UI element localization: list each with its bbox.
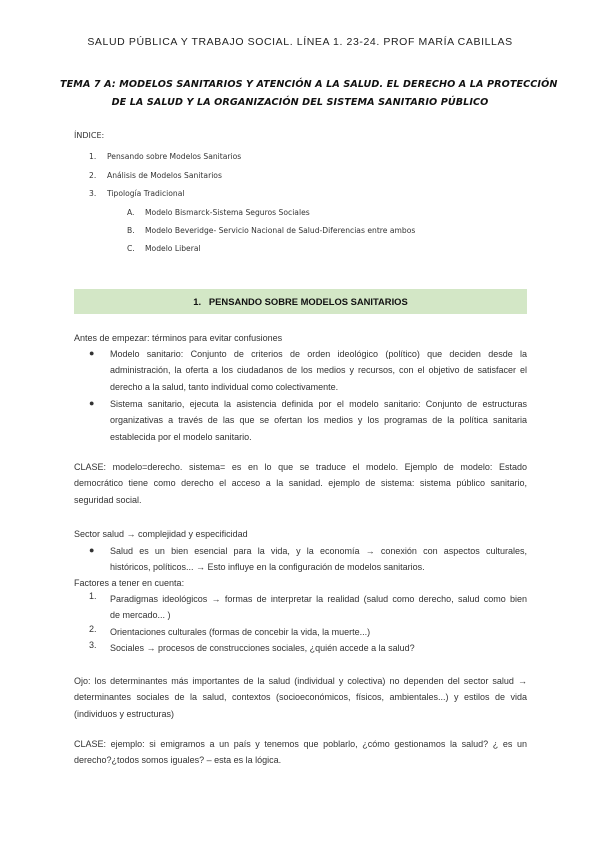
title-line-1: TEMA 7 A: MODELOS SANITARIOS Y ATENCIÓN A LA SALUD. EL DERECHO A LA PROTECCIÓN bbox=[60, 79, 558, 90]
toc-item: 1. Pensando sobre Modelos Sanitarios bbox=[89, 152, 242, 161]
title-line-2: DE LA SALUD Y LA ORGANIZACIÓN DEL SISTEMA SANITARIO PÚBLICO bbox=[111, 97, 489, 108]
sector-salud-line: Sector salud → complejidad y especificidad bbox=[74, 529, 248, 539]
page-header: SALUD PÚBLICA Y TRABAJO SOCIAL. LÍNEA 1. 23-24. PROF MARÍA CABILLAS bbox=[87, 36, 513, 48]
toc-item: 3. Tipología Tradicional bbox=[89, 189, 185, 198]
section-heading-bar bbox=[74, 289, 527, 314]
intro-paragraph: Antes de empezar: términos para evitar confusiones bbox=[74, 333, 283, 343]
bullet-sistema-sanitario: Sistema sanitario, ejecuta la asistencia definida por el modelo sanitario: Conjunto de estructuras organizativas a través de las que se ofertan los medios y los programas de la política sanitaria establecida por el modelo sanitario. bbox=[110, 399, 527, 442]
bullet-modelo-sanitario: Modelo sanitario: Conjunto de criterios de orden ideológico (político) que deciden desde la administración, la oferta a los ciudadanos de los medios y recursos, con el objetivo de satisfacer el derecho a la salud, tanto individual como colectivamente. bbox=[110, 349, 527, 392]
bullet-salud-bien-esencial: Salud es un bien esencial para la vida, y la economía → conexión con aspectos culturales, históricos, políticos... → Esto influye en la configuración de modelos sanitarios. bbox=[110, 546, 527, 573]
bullet-marker: ● bbox=[89, 348, 95, 358]
toc-subitem: B. Modelo Beveridge- Servicio Nacional de Salud-Diferencias entre ambos bbox=[127, 226, 416, 235]
numbered-marker: 1. bbox=[89, 591, 97, 601]
index-label: ÍNDICE: bbox=[74, 131, 105, 140]
numbered-marker: 3. bbox=[89, 640, 97, 650]
numbered-item-orientaciones: Orientaciones culturales (formas de concebir la vida, la muerte...) bbox=[110, 627, 371, 637]
numbered-item-paradigmas: Paradigmas ideológicos → formas de interpretar la realidad (salud como derecho, salud como bien de mercado... ) bbox=[110, 594, 527, 621]
bullet-marker: ● bbox=[89, 545, 95, 555]
ojo-paragraph: Ojo: los determinantes más importantes de la salud (individual y colectiva) no dependen del sector salud → determinantes sociales de la salud, contextos (socioeconómicos, físicos, ambientales...) y estilos de vida (individuos y estructuras) bbox=[74, 676, 527, 719]
bullet-marker: ● bbox=[89, 398, 95, 408]
numbered-item-sociales: Sociales → procesos de construcciones sociales, ¿quién accede a la salud? bbox=[110, 643, 415, 653]
factores-label: Factores a tener en cuenta: bbox=[74, 578, 185, 588]
toc-subitem: A. Modelo Bismarck-Sistema Seguros Sociales bbox=[127, 208, 310, 217]
toc-item: 2. Análisis de Modelos Sanitarios bbox=[89, 171, 222, 180]
clase-paragraph-1: CLASE: modelo=derecho. sistema= es en lo que se traduce el modelo. Ejemplo de modelo: Estado democrático tiene como derecho el acceso a la sanidad. ejemplo de sistema: sistema público sanitario, seguridad social. bbox=[74, 462, 527, 505]
clase-paragraph-2: CLASE: ejemplo: si emigramos a un país y tenemos que poblarlo, ¿cómo gestionamos la salud? ¿ es un derecho?¿todos somos iguales? – esta es la lógica. bbox=[74, 739, 527, 766]
section-heading: 1. PENSANDO SOBRE MODELOS SANITARIOS bbox=[193, 296, 408, 307]
page-title bbox=[60, 76, 558, 112]
toc-subitem: C. Modelo Liberal bbox=[127, 244, 201, 253]
numbered-marker: 2. bbox=[89, 624, 97, 634]
